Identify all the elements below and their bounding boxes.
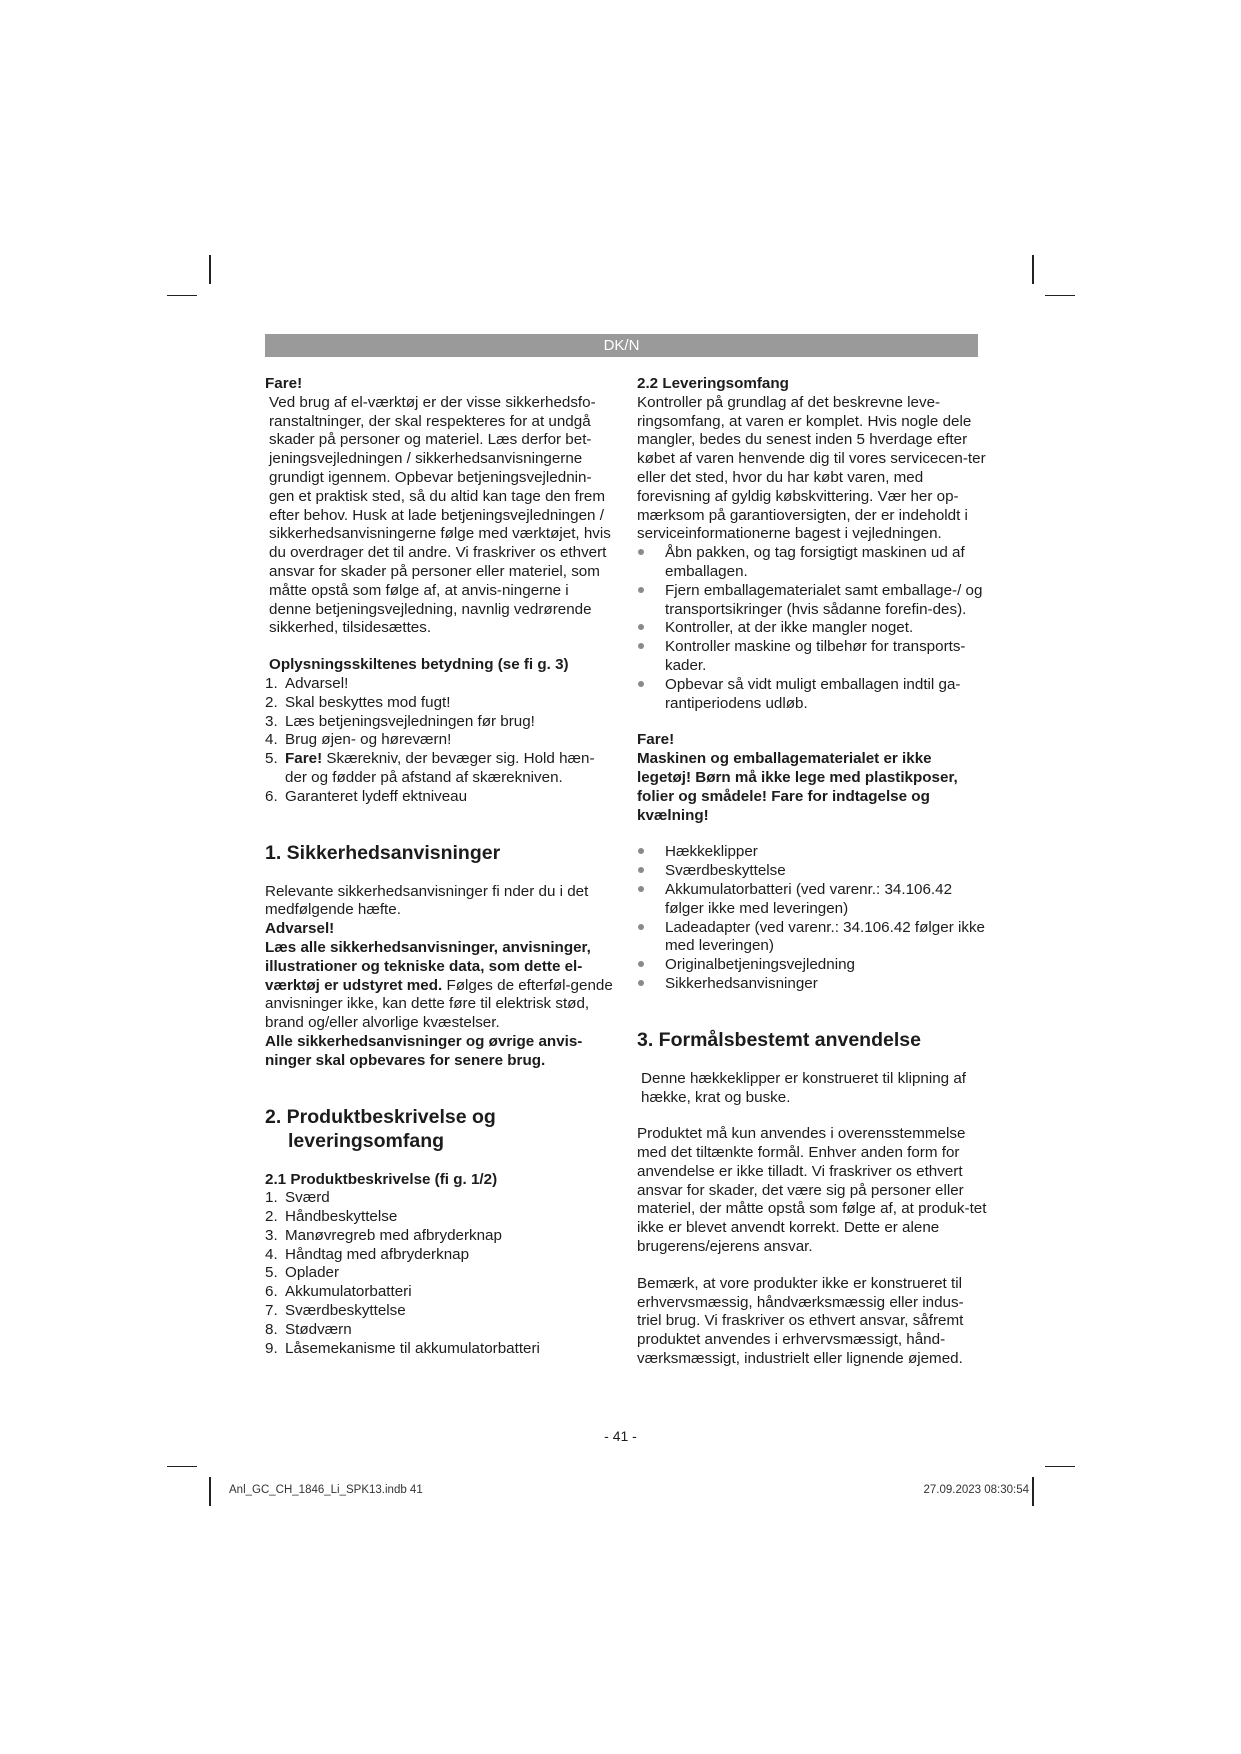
crop-mark [167,295,197,296]
section-3-title: 3. Formålsbestemt anvendelse [637,1028,921,1051]
crop-mark [1032,255,1034,284]
section-2-2-heading: 2.2 Leveringsomfang [637,375,789,392]
warning-title: Fare! [265,375,303,392]
unpack-steps-list [637,544,987,713]
list-item: 6. Garanteret lydeff ektniveau [265,787,468,805]
list-item: 4. Håndtag med afbryderknap [265,1245,470,1263]
section-1-intro: Relevante sikkerhedsanvisninger fi nder du i det medfølgende hæfte. [265,882,589,919]
list-item: 5. Oplader [265,1264,340,1282]
list-item: Sikkerhedsanvisninger [637,975,987,994]
list-item: 6. Akkumulatorbatteri [265,1283,412,1301]
parts-list [265,1189,615,1358]
language-code: DK/N [603,337,640,354]
footer-timestamp: 27.09.2023 08:30:54 [923,1484,1029,1496]
left-column [265,375,615,1358]
list-item: 9. Låsemekanisme til akkumulatorbatteri [265,1339,540,1357]
list-item: 1. Advarsel! [265,674,349,692]
language-header-bar [265,334,978,357]
list-item: Opbevar så vidt muligt emballagen indtil ga-rantiperiodens udløb. [637,676,987,714]
signs-heading: Oplysningsskiltenes betydning (se fi g. 3) [269,656,569,674]
section-2-title: 2. Produktbeskrivelse og leveringsomfang [265,1105,496,1152]
danger-body: Maskinen og emballagematerialet er ikke legetøj! Børn må ikke lege med plastikposer, folier og smådele! Fare for indtagelse og kvælning! [637,750,958,824]
list-item: Åbn pakken, og tag forsigtigt maskinen ud af emballagen. [637,544,987,582]
list-item: Fjern emballagematerialet samt emballage-/ og transportsikringer (hvis sådanne forefin-des). [637,582,987,620]
crop-mark [1045,295,1075,296]
section-3-paragraph: Bemærk, at vore produkter ikke er konstrueret til erhvervsmæssig, håndværksmæssig eller indus-triel brug. Vi fraskriver os ethvert ansvar, såfremt produktet anvendes i erhvervsmæssigt, hånd-værksmæssigt, industrielt eller lignende øjemed. [637,1274,964,1368]
list-item: 8. Stødværn [265,1320,352,1338]
list-item: 7. Sværdbeskyttelse [265,1302,406,1320]
section-3-paragraph: Produktet må kun anvendes i overensstemmelse med det tiltænkte formål. Enhver anden form for anvendelse er ikke tilladt. Vi fraskriver os ethvert ansvar for skader, det være sig på personer eller materiel, der måtte opstå som følge af, at produk-tet ikke er blevet anvendt korrekt. Dette er alene brugerens/ejerens ansvar. [637,1125,987,1256]
signs-list [265,675,615,807]
crop-mark [167,1466,197,1467]
section-3-paragraph: Denne hækkeklipper er konstrueret til klipning af hække, krat og buske. [641,1069,967,1106]
section-1-title: 1. Sikkerhedsanvisninger [265,841,501,864]
list-item: 3. Læs betjeningsvejledningen før brug! [265,712,535,730]
right-column [637,375,987,1369]
list-item: Akkumulatorbatteri (ved varenr.: 34.106.42 følger ikke med leveringen) [637,881,987,919]
list-item: 1. Sværd [265,1189,330,1207]
list-item: 5. Fare! Skærekniv, der bevæger sig. Hold hæn-der og fødder på afstand af skærekniven. [265,750,595,786]
footer-file-name: Anl_GC_CH_1846_Li_SPK13.indb 41 [229,1484,423,1496]
section-1-warning-label: Advarsel! [265,920,335,938]
list-item: 2. Skal beskyttes mod fugt! [265,693,451,711]
danger-title: Fare! [637,731,675,749]
warning-body: Ved brug af el-værktøj er der visse sikkerhedsfo-ranstaltninger, der skal respekteres for at undgå skader på personer og materiel. Læs derfor bet-jeningsvejledningen / sikkerhedsanvisningerne grundigt igennem. Opbevar betjeningsvejlednin-gen et praktisk sted, så du altid kan tage den frem efter behov. Husk at lade betjeningsvejledningen / sikkerhedsanvisningerne følge med værktøjet, hvis du overdrager det til andre. Vi fraskriver os ethvert ansvar for skader på personer eller materiel, som måtte opstå som følge af, at anvis-ningerne i denne betjeningsvejledning, navnlig vedrørende sikkerhed, tilsidesættes. [269,393,611,637]
list-item: Kontroller maskine og tilbehør for transports-kader. [637,638,987,676]
list-item: 2. Håndbeskyttelse [265,1208,398,1226]
list-item: Ladeadapter (ved varenr.: 34.106.42 følger ikke med leveringen) [637,919,987,957]
crop-mark [209,1477,211,1506]
list-item: 4. Brug øjen- og høreværn! [265,731,452,749]
crop-mark [1045,1466,1075,1467]
page-number: - 41 - [604,1428,637,1444]
crop-mark [209,255,211,284]
list-item: Sværdbeskyttelse [637,862,987,881]
section-1-warning: Læs alle sikkerhedsanvisninger, anvisninger, illustrationer og tekniske data, som dette el-værktøj er udstyret med. Følges de efterføl-gende anvisninger ikke, kan dette føre til elektrisk stød, brand og/eller alvorlige kvæstelser. [265,938,613,1032]
delivery-items-list [637,843,987,993]
list-item: Originalbetjeningsvejledning [637,956,987,975]
list-item: Hækkeklipper [637,843,987,862]
section-2-2-body: Kontroller på grundlag af det beskrevne leve-ringsomfang, at varen er komplet. Hvis nogle dele mangler, bedes du senest inden 5 hverdage efter købet af varen henvende dig til vores servicecen-ter eller det sted, hvor du har købt varen, med forevisning af gyldig købskvittering. Vær her op-mærksom på garantioversigten, der er indeholdt i serviceinformationerne bagest i vejledningen. [637,393,986,543]
list-item: Kontroller, at der ikke mangler noget. [637,619,987,638]
section-2-1-heading: 2.1 Produktbeskrivelse (fi g. 1/2) [265,1170,498,1188]
crop-mark [1032,1477,1034,1506]
list-item: 3. Manøvregreb med afbryderknap [265,1226,502,1244]
section-1-keep-note: Alle sikkerhedsanvisninger og øvrige anvis-ninger skal opbevares for senere brug. [265,1032,583,1069]
